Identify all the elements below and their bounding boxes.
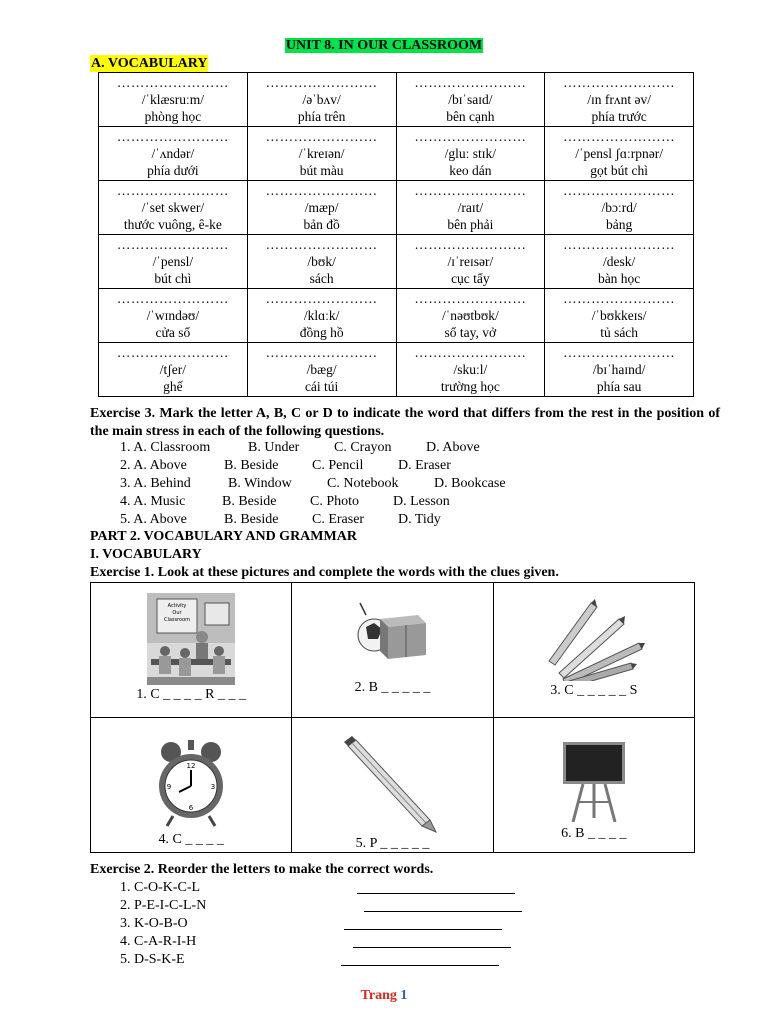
vocab-cell [396, 73, 545, 127]
vocab-cell [247, 343, 396, 397]
question-option[interactable]: D. Eraser [398, 458, 451, 473]
answer-blank[interactable]: …………………… [563, 75, 676, 90]
vocab-cell [545, 289, 694, 343]
vietnamese-meaning: cục tẩy [451, 271, 490, 286]
clue-3: 3. C _ _ _ _ _ S [550, 683, 638, 698]
answer-blank[interactable]: …………………… [116, 129, 229, 144]
question-option[interactable]: D. Lesson [393, 494, 450, 509]
answer-line[interactable] [341, 964, 499, 966]
page-number: 1 [400, 988, 408, 1003]
pencil-picture [342, 736, 442, 834]
vietnamese-meaning: bút màu [299, 163, 344, 178]
vocab-row [99, 127, 694, 181]
vocab-cell [396, 235, 545, 289]
ipa-text: /skuːl/ [453, 362, 488, 377]
vocab-cell [247, 127, 396, 181]
svg-text:Classroom: Classroom [164, 617, 191, 623]
exercise2-item: 4. C-A-R-I-H [120, 934, 197, 949]
vietnamese-meaning: ghế [163, 379, 183, 394]
answer-blank[interactable]: …………………… [265, 291, 378, 306]
exercise2-item: 1. C-O-K-C-L [120, 880, 201, 895]
vocabulary-table [98, 72, 694, 397]
answer-blank[interactable]: …………………… [265, 75, 378, 90]
ipa-text: /ˈʌndər/ [151, 146, 195, 161]
picture-grid [90, 582, 695, 853]
picture-cell-2 [292, 583, 493, 718]
vietnamese-meaning: cái túi [304, 379, 339, 394]
svg-text:Activity: Activity [167, 603, 187, 609]
question-option[interactable]: D. Bookcase [434, 476, 506, 491]
svg-text:3: 3 [210, 783, 216, 791]
ipa-text: /bæg/ [306, 362, 337, 377]
vocab-cell [99, 289, 248, 343]
ipa-text: /ˈkreɪən/ [298, 146, 345, 161]
vocab-cell [247, 235, 396, 289]
board-picture [563, 742, 625, 822]
vietnamese-meaning: gọt bút chì [590, 163, 648, 178]
vocab-row [99, 289, 694, 343]
part2-heading: PART 2. VOCABULARY AND GRAMMAR [90, 529, 357, 544]
answer-line[interactable] [344, 928, 502, 930]
vocab-cell [396, 289, 545, 343]
vocab-cell [545, 181, 694, 235]
answer-line[interactable] [357, 892, 515, 894]
answer-blank[interactable]: …………………… [563, 345, 676, 360]
vietnamese-meaning: bảng [606, 217, 633, 232]
ipa-text: /əˈbʌv/ [302, 92, 341, 107]
answer-blank[interactable]: …………………… [563, 129, 676, 144]
answer-blank[interactable]: …………………… [116, 291, 229, 306]
picture-cell-6 [493, 718, 694, 853]
section-a-heading: A. VOCABULARY [91, 56, 208, 71]
ipa-text: /gluː stɪk/ [444, 146, 497, 161]
ipa-text: /tʃer/ [159, 362, 186, 377]
clue-2: 2. B _ _ _ _ _ [354, 680, 431, 695]
vocab-row [99, 343, 694, 397]
ipa-text: /ɪn frʌnt əv/ [587, 92, 651, 107]
clue-6: 6. B _ _ _ _ [561, 826, 627, 841]
svg-text:6: 6 [188, 804, 194, 812]
ipa-text: /ˈpensl/ [152, 254, 194, 269]
vocab-cell [396, 181, 545, 235]
clue-1: 1. C _ _ _ _ R _ _ _ [136, 687, 246, 702]
vocab-cell [545, 73, 694, 127]
ipa-text: /bɪˈsaɪd/ [448, 92, 493, 107]
answer-blank[interactable]: …………………… [414, 237, 527, 252]
exercise2-item: 3. K-O-B-O [120, 916, 188, 931]
question-option-a[interactable]: 5. A. Above [120, 512, 187, 527]
ipa-text: /bʊk/ [307, 254, 336, 269]
ipa-text: /mæp/ [304, 200, 339, 215]
question-option[interactable]: C. Pencil [312, 458, 364, 473]
answer-blank[interactable]: …………………… [116, 183, 229, 198]
ipa-text: /ˈbʊkkeɪs/ [591, 308, 647, 323]
classroom-picture [147, 593, 235, 685]
answer-blank[interactable]: …………………… [414, 345, 527, 360]
question-option[interactable]: B. Window [228, 476, 292, 491]
picture-cell-5 [292, 718, 493, 853]
exercise2-item: 5. D-S-K-E [120, 952, 185, 967]
clue-4: 4. C _ _ _ _ [158, 832, 224, 847]
vietnamese-meaning: tủ sách [600, 325, 639, 340]
answer-blank[interactable]: …………………… [265, 345, 378, 360]
vocab-cell [396, 127, 545, 181]
question-option[interactable]: B. Beside [222, 494, 277, 509]
question-option-a[interactable]: 3. A. Behind [120, 476, 191, 491]
exercise1-title: Exercise 1. Look at these pictures and complete the words with the clues given. [90, 565, 559, 580]
ipa-text: /ɪˈreɪsər/ [447, 254, 494, 269]
svg-text:Our: Our [172, 610, 182, 616]
answer-blank[interactable]: …………………… [563, 291, 676, 306]
vocab-cell [247, 73, 396, 127]
vocab-row [99, 235, 694, 289]
vocab-cell [99, 127, 248, 181]
svg-text:9: 9 [166, 783, 172, 791]
ipa-text: /bɪˈhaɪnd/ [592, 362, 646, 377]
question-option-a[interactable]: 4. A. Music [120, 494, 186, 509]
vocab-cell [545, 235, 694, 289]
vietnamese-meaning: sổ tay, vở [444, 325, 497, 340]
question-option[interactable]: B. Beside [224, 458, 279, 473]
ipa-text: /ˈpensl ʃɑːrpnər/ [575, 146, 663, 161]
answer-line[interactable] [353, 946, 511, 948]
vietnamese-meaning: cửa sổ [155, 325, 191, 340]
vietnamese-meaning: phía sau [596, 379, 642, 394]
answer-blank[interactable]: …………………… [563, 237, 676, 252]
vietnamese-meaning: bàn học [597, 271, 641, 286]
vietnamese-meaning: bút chì [154, 271, 192, 286]
vietnamese-meaning: thước vuông, ê-ke [123, 217, 222, 232]
ipa-text: /ˈset skwer/ [141, 200, 205, 215]
vocab-cell [247, 289, 396, 343]
question-option[interactable]: C. Eraser [312, 512, 365, 527]
vocab-cell [99, 343, 248, 397]
picture-cell-3 [493, 583, 694, 718]
vietnamese-meaning: bên cạnh [446, 109, 495, 124]
vocab-row [99, 181, 694, 235]
vocab-row [99, 73, 694, 127]
question-option[interactable]: D. Tidy [398, 512, 441, 527]
exercise2-item: 2. P-E-I-C-L-N [120, 898, 207, 913]
vietnamese-meaning: đồng hồ [299, 325, 344, 340]
question-option[interactable]: C. Crayon [334, 440, 392, 455]
answer-blank[interactable]: …………………… [116, 237, 229, 252]
question-option[interactable]: B. Beside [224, 512, 279, 527]
vietnamese-meaning: phía dưới [147, 163, 199, 178]
answer-blank[interactable]: …………………… [414, 75, 527, 90]
ipa-text: /klɑːk/ [303, 308, 340, 323]
ipa-text: /desk/ [603, 254, 636, 269]
book-ball-picture [352, 599, 432, 667]
question-option[interactable]: D. Above [426, 440, 480, 455]
question-option[interactable]: C. Photo [310, 494, 360, 509]
answer-blank[interactable]: …………………… [116, 75, 229, 90]
vocab-cell [247, 181, 396, 235]
ipa-text: /ˈklæsruːm/ [141, 92, 204, 107]
ipa-text: /bɔːrd/ [601, 200, 637, 215]
page-footer [0, 988, 768, 1004]
ipa-text: /raɪt/ [457, 200, 484, 215]
vocab-cell [99, 181, 248, 235]
footer-label: Trang [360, 988, 397, 1003]
vocab-cell [99, 235, 248, 289]
vocab-cell [99, 73, 248, 127]
exercise3-title: Exercise 3. Mark the letter A, B, C or D to indicate the word that differs from the rest in the position of the main stress in each of the following questions. [90, 406, 720, 439]
question-option-a[interactable]: 2. A. Above [120, 458, 187, 473]
question-option-a[interactable]: 1. A. Classroom [120, 440, 211, 455]
answer-blank[interactable]: …………………… [563, 183, 676, 198]
ipa-text: /ˈnəʊtbʊk/ [441, 308, 499, 323]
picture-cell-4 [91, 718, 292, 853]
exercise2-title: Exercise 2. Reorder the letters to make the correct words. [90, 862, 434, 877]
answer-blank[interactable]: …………………… [265, 183, 378, 198]
vocab-cell [545, 343, 694, 397]
vietnamese-meaning: keo dán [449, 163, 492, 178]
vocab-cell [396, 343, 545, 397]
answer-blank[interactable]: …………………… [414, 291, 527, 306]
answer-blank[interactable]: …………………… [414, 183, 527, 198]
svg-text:12: 12 [186, 762, 196, 770]
vietnamese-meaning: sách [309, 271, 334, 286]
clock-picture [155, 738, 227, 828]
vocabulary-heading: I. VOCABULARY [90, 547, 202, 562]
vietnamese-meaning: bản đồ [303, 217, 340, 232]
answer-blank[interactable]: …………………… [265, 129, 378, 144]
ipa-text: /ˈwɪndəʊ/ [146, 308, 200, 323]
vietnamese-meaning: phòng học [144, 109, 202, 124]
question-option[interactable]: B. Under [248, 440, 300, 455]
crayons-picture [539, 597, 649, 681]
answer-line[interactable] [364, 910, 522, 912]
vietnamese-meaning: trường học [440, 379, 500, 394]
answer-blank[interactable]: …………………… [265, 237, 378, 252]
clue-5: 5. P _ _ _ _ _ [355, 836, 430, 851]
vietnamese-meaning: phía trên [297, 109, 346, 124]
page-title: UNIT 8. IN OUR CLASSROOM [285, 38, 483, 53]
question-option[interactable]: C. Notebook [327, 476, 399, 491]
answer-blank[interactable]: …………………… [414, 129, 527, 144]
vietnamese-meaning: phía trước [591, 109, 647, 124]
vietnamese-meaning: bên phải [447, 217, 494, 232]
picture-cell-1 [91, 583, 292, 718]
vocab-cell [545, 127, 694, 181]
answer-blank[interactable]: …………………… [116, 345, 229, 360]
